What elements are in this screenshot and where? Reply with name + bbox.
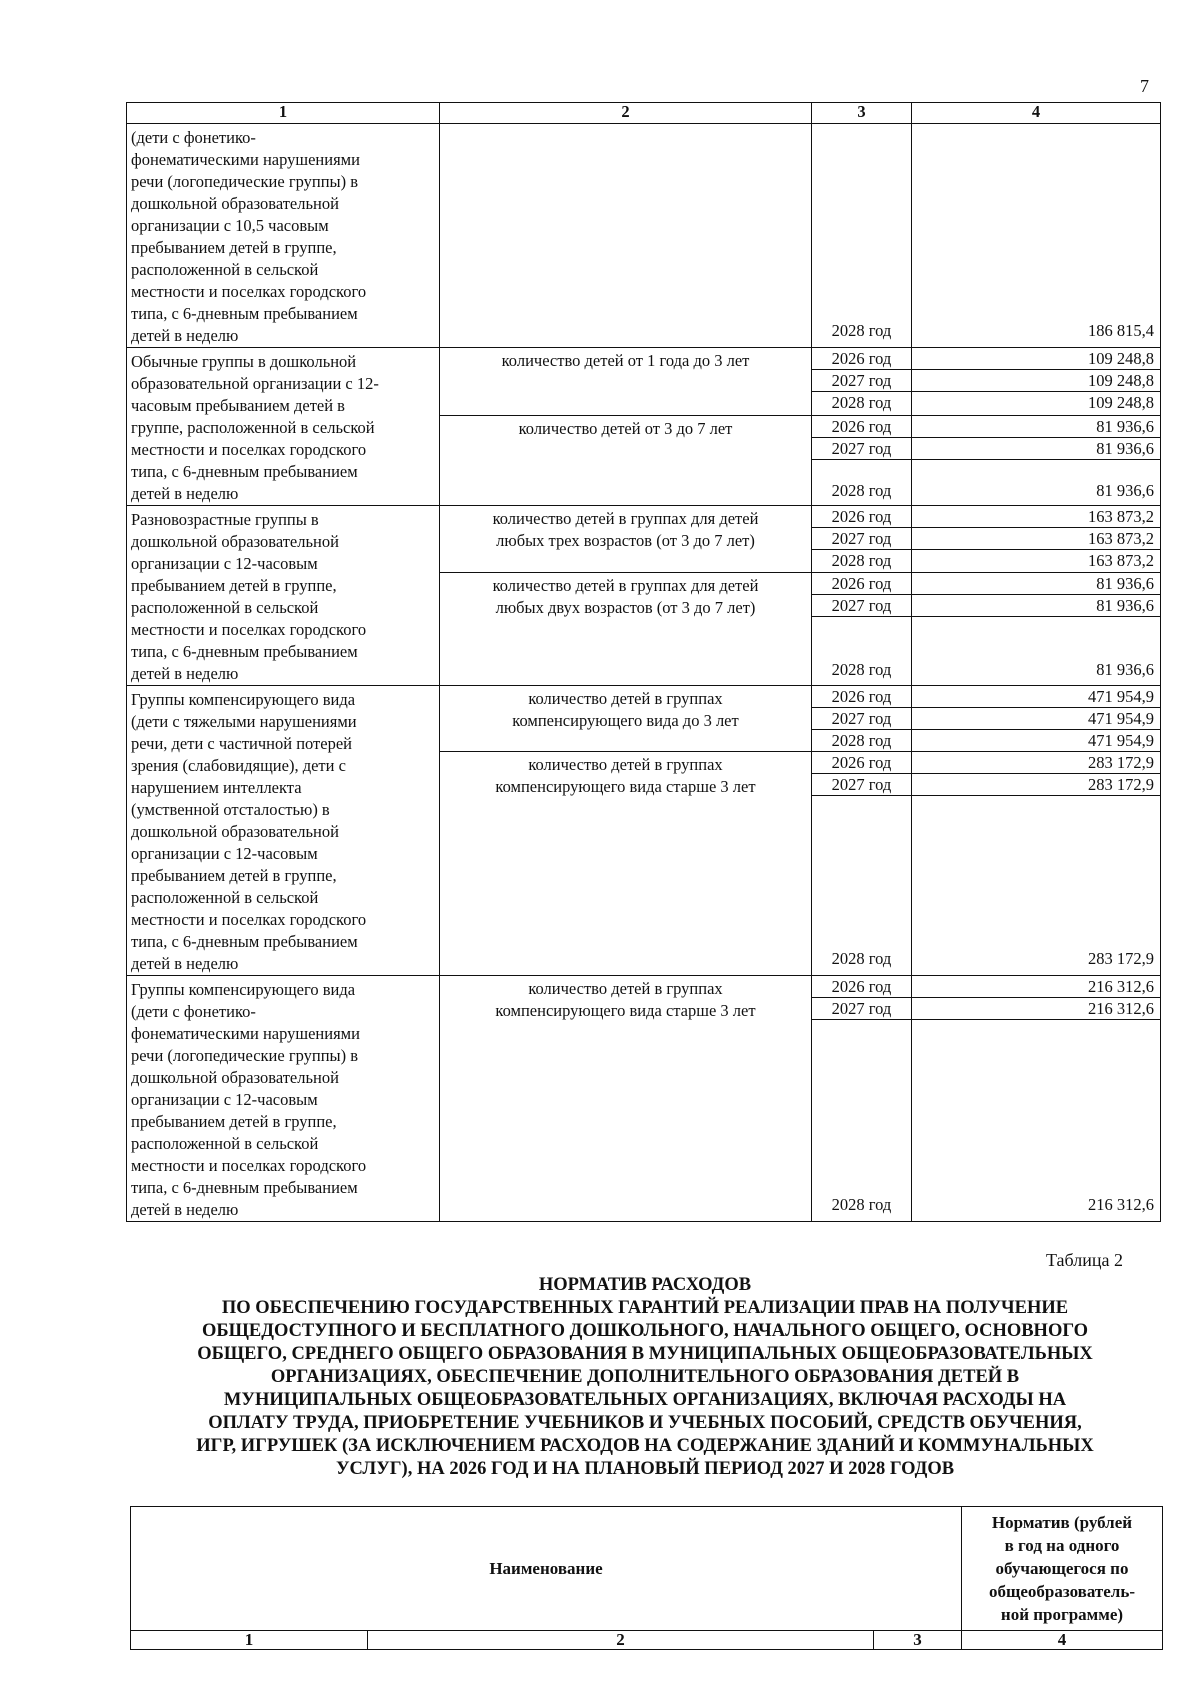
year-cell [812,752,912,976]
norm-value: 109 248,8 [912,348,1160,370]
norm-value: 109 248,8 [912,370,1160,392]
norm-value: 81 936,6 [1096,480,1154,500]
norm-value: 163 873,2 [1088,551,1154,570]
header-row [127,103,1161,124]
page-number: 7 [1140,76,1149,96]
group-name-cell [127,124,440,348]
table2-colnum-row [131,1631,1163,1650]
year-label: 2026 год [812,573,911,595]
norm-value: 81 936,6 [912,573,1160,595]
norm-value: 81 936,6 [912,438,1160,460]
norm-value: 163 873,2 [912,506,1160,528]
group-name-cell [127,976,440,1222]
norm-value: 186 815,4 [1088,321,1154,340]
year-label: 2028 год [831,321,892,340]
norm-value: 216 312,6 [912,976,1160,998]
indicator-cell [440,573,812,686]
col-header-3: 3 [812,103,912,124]
group-name: Обычные группы в дошкольной образовательной организации с 12- часовым пребыванием детей в группе, расположенной в сельской местности и поселках городского типа, с 6-дневным пребыванием детей в неделю [131,352,379,503]
norm-value: 163 873,2 [912,528,1160,550]
table2-col-number-2: 2 [368,1631,874,1650]
norm-value: 81 936,6 [912,595,1160,617]
group-name-cell [127,348,440,506]
group-name: Группы компенсирующего вида (дети с тяжелыми нарушениями речи, дети с частичной потерей зрения (слабовидящие), дети с нарушением интеллекта (умственной отсталостью) в дошкольной образовательной организации с 12-часовым пребыванием детей в группе, расположенной в сельской местности и поселках городского типа, с 6-дневным пребыванием детей в неделю [131,690,367,973]
col-header-2: 2 [440,103,812,124]
col-header-1: 1 [127,103,440,124]
norm-value: 283 172,9 [912,752,1160,774]
norm-header: Норматив (рублей в год на одного обучающегося по общеобразователь- ной программе) [962,1507,1163,1631]
year-cell [812,506,912,573]
year-label: 2027 год [812,595,911,617]
year-label: 2026 год [812,506,911,528]
name-header: Наименование [131,1507,962,1631]
year-label: 2028 год [831,551,892,570]
year-label: 2028 год [831,1195,892,1214]
year-cell [812,415,912,505]
indicator-cell [440,976,812,1222]
indicator-text: количество детей в группах для детей любых двух возрастов (от 3 до 7 лет) [492,576,759,618]
year-label: 2026 год [812,348,911,370]
group-name: Группы компенсирующего вида (дети с фонетико- фонематическими нарушениями речи (логопедические группы) в дошкольной образовательной организации с 12-часовым пребыванием детей в группе, расположенной в сельской местности и поселках городского типа, с 6-дневным пребыванием детей в неделю [131,980,367,1219]
value-cell [912,752,1161,976]
value-cell [912,506,1161,573]
table2-header-row [131,1507,1163,1631]
section-title: НОРМАТИВ РАСХОДОВ ПО ОБЕСПЕЧЕНИЮ ГОСУДАРСТВЕННЫХ ГАРАНТИЙ РЕАЛИЗАЦИИ ПРАВ НА ПОЛУЧЕНИЕ ОБЩЕДОСТУПНОГО И БЕСПЛАТНОГО ДОШКОЛЬНОГО, НАЧАЛЬНОГО ОБЩЕГО, ОСНОВНОГО ОБЩЕГО, СРЕДНЕГО ОБЩЕГО ОБРАЗОВАНИЯ В МУНИЦИПАЛЬНЫХ ОБЩЕОБРАЗОВАТЕЛЬНЫХ ОРГАНИЗАЦИЯХ, ОБЕСПЕЧЕНИЕ ДОПОЛНИТЕЛЬНОГО ОБРАЗОВАНИЯ ДЕТЕЙ В МУНИЦИПАЛЬНЫХ ОБЩЕОБРАЗОВАТЕЛЬНЫХ ОРГАНИЗАЦИЯХ, ВКЛЮЧАЯ РАСХОДЫ НА ОПЛАТУ ТРУДА, ПРИОБРЕТЕНИЕ УЧЕБНИКОВ И УЧЕБНЫХ ПОСОБИЙ, СРЕДСТВ ОБУЧЕНИЯ, ИГР, ИГРУШЕК (ЗА ИСКЛЮЧЕНИЕМ РАСХОДОВ НА СОДЕРЖАНИЕ ЗДАНИЙ И КОММУНАЛЬНЫХ УСЛУГ), НА 2026 ГОД И НА ПЛАНОВЫЙ ПЕРИОД 2027 И 2028 ГОДОВ [196,1275,1094,1479]
norm-value: 216 312,6 [1088,1195,1154,1214]
normative-table-1 [126,102,1161,1222]
value-cell [912,124,1161,348]
normative-table-2 [130,1506,1163,1650]
table-label: Таблица 2 [1046,1250,1123,1270]
year-label: 2027 год [812,998,911,1020]
value-cell [912,348,1161,416]
norm-value: 471 954,9 [912,708,1160,730]
norm-value: 471 954,9 [912,686,1160,708]
indicator-text: количество детей от 1 года до 3 лет [501,351,750,370]
norm-value: 81 936,6 [912,416,1160,438]
year-cell [812,348,912,416]
table-row [127,124,1161,348]
indicator-cell [440,686,812,752]
value-cell [912,686,1161,752]
norm-value: 216 312,6 [912,998,1160,1020]
year-label: 2026 год [812,686,911,708]
indicator-cell [440,506,812,573]
year-label: 2028 год [831,393,892,412]
indicator-cell [440,124,812,348]
indicator-text: количество детей в группах компенсирующего вида старше 3 лет [495,755,756,797]
table2-col-number-3: 3 [874,1631,962,1650]
norm-value: 109 248,8 [1088,393,1154,412]
table2-col-number-4: 4 [962,1631,1163,1650]
year-label: 2028 год [831,480,892,500]
indicator-text: количество детей в группах компенсирующего вида старше 3 лет [495,979,756,1020]
year-label: 2027 год [812,438,911,460]
indicator-cell [440,415,812,505]
group-name-cell [127,686,440,976]
indicator-text: количество детей в группах компенсирующего вида до 3 лет [512,689,739,730]
year-label: 2028 год [831,660,892,680]
value-cell [912,976,1161,1222]
table-row [127,686,1161,752]
indicator-cell [440,752,812,976]
indicator-text: количество детей в группах для детей любых трех возрастов (от 3 до 7 лет) [492,509,759,550]
year-label: 2028 год [831,731,892,750]
col-header-4: 4 [912,103,1161,124]
year-label: 2027 год [812,774,911,796]
norm-value: 81 936,6 [1096,660,1154,680]
year-label: 2027 год [812,528,911,550]
group-name: Разновозрастные группы в дошкольной образовательной организации с 12-часовым пребыванием детей в группе, расположенной в сельской местности и поселках городского типа, с 6-дневным пребыванием детей в неделю [131,510,367,683]
table-row [127,348,1161,416]
year-cell [812,573,912,686]
table-row [127,506,1161,573]
year-label: 2026 год [812,752,911,774]
value-cell [912,573,1161,686]
table2-col-number-1: 1 [131,1631,368,1650]
table-row [127,976,1161,1222]
year-cell [812,976,912,1222]
year-label: 2026 год [812,416,911,438]
year-label: 2028 год [831,949,892,969]
year-cell [812,124,912,348]
value-cell [912,415,1161,505]
group-name-cell [127,506,440,686]
year-label: 2026 год [812,976,911,998]
norm-value: 283 172,9 [1088,949,1154,969]
year-cell [812,686,912,752]
norm-value: 471 954,9 [1088,731,1154,750]
indicator-text [440,124,811,126]
norm-value: 283 172,9 [912,774,1160,796]
indicator-cell [440,348,812,416]
year-label: 2027 год [812,370,911,392]
group-name: (дети с фонетико- фонематическими нарушениями речи (логопедические группы) в дошкольной образовательной организации с 10,5 часовым пребыванием детей в группе, расположенной в сельской местности и поселках городского типа, с 6-дневным пребыванием детей в неделю [131,128,367,345]
year-label: 2027 год [812,708,911,730]
indicator-text: количество детей от 3 до 7 лет [518,418,733,438]
